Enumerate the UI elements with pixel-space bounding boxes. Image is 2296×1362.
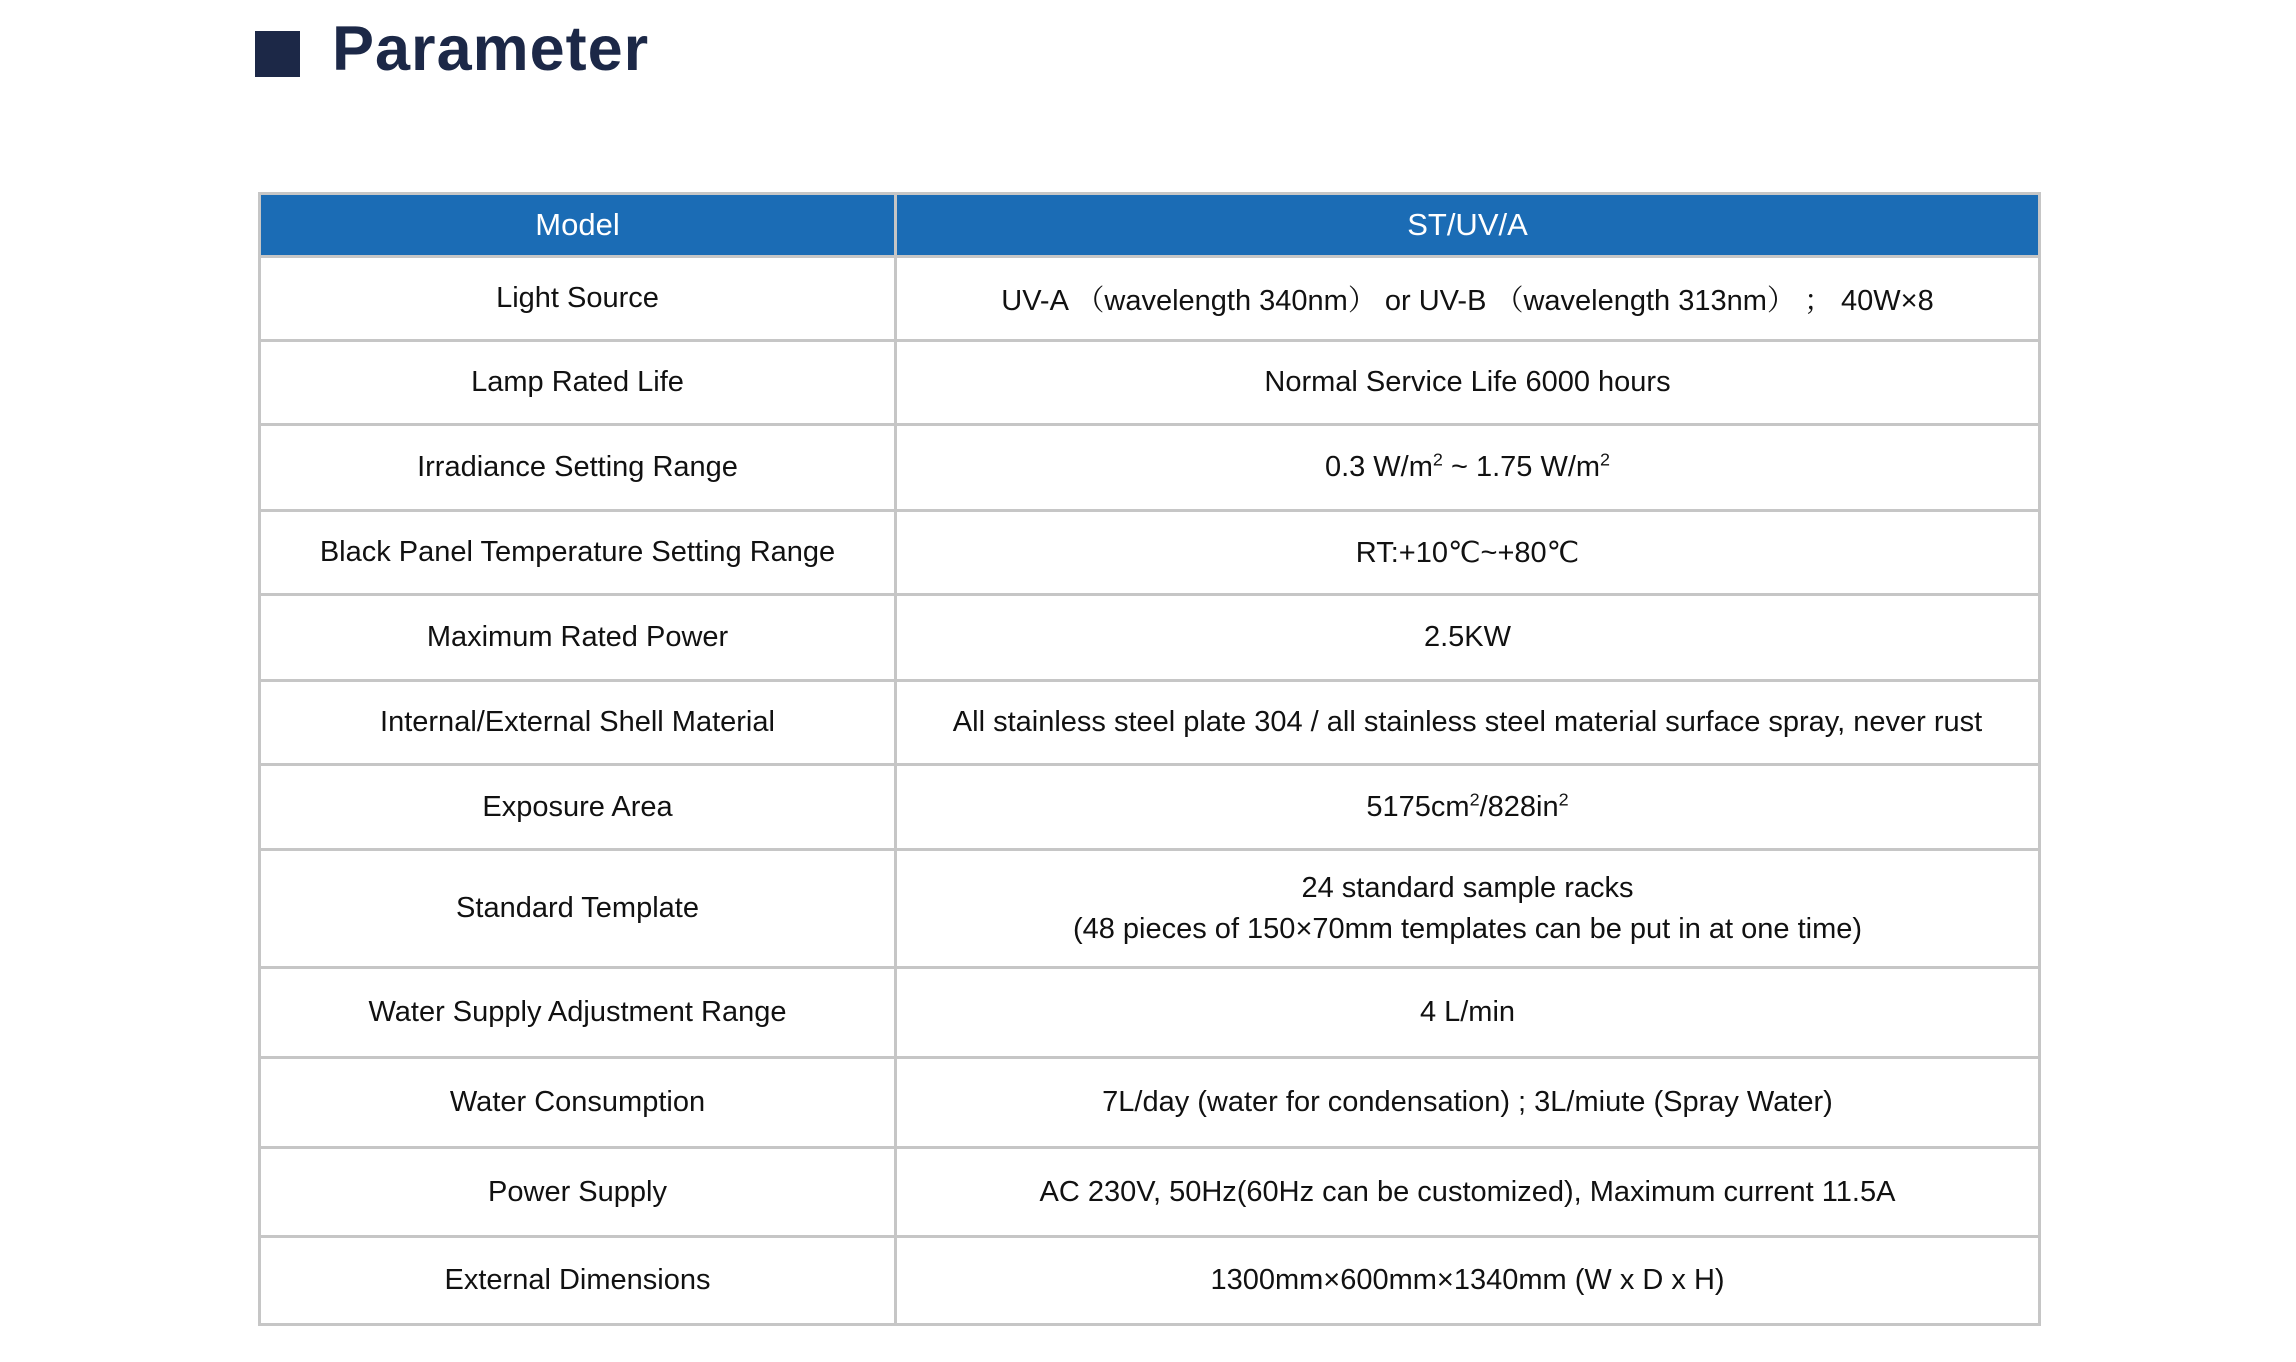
table-row [260,1148,2040,1237]
table-row [260,257,2040,341]
row-value-line-1: 24 standard sample racks [1301,872,1634,905]
parameter-table [258,192,2041,1326]
table-row [260,595,2040,681]
row-label: Internal/External Shell Material [260,681,896,765]
row-value: 0.3 $W/m^2$ ~ 1.75 $W/m^2$ [896,425,2040,511]
table-row [260,341,2040,425]
section-title [255,14,650,84]
table-row [260,425,2040,511]
page-title: Parameter [332,14,650,84]
table-row [260,681,2040,765]
row-label: Maximum Rated Power [260,595,896,681]
row-label: Exposure Area [260,765,896,850]
row-value: 4 L/min [896,968,2040,1058]
table-row [260,511,2040,595]
table-row [260,850,2040,968]
header-cell-model: Model [260,194,896,257]
header-cell-model-value: ST/UV/A [896,194,2040,257]
table-row [260,1058,2040,1148]
row-label: Lamp Rated Life [260,341,896,425]
row-label: Water Supply Adjustment Range [260,968,896,1058]
row-value [896,850,2040,968]
row-value: 2.5KW [896,595,2040,681]
table-row [260,968,2040,1058]
row-value: $5175cm^2/828in^2$ [896,765,2040,850]
table-row [260,1237,2040,1325]
row-label: External Dimensions [260,1237,896,1325]
row-label: Standard Template [260,850,896,968]
row-label: Irradiance Setting Range [260,425,896,511]
table-header-row [260,194,2040,257]
row-label: Water Consumption [260,1058,896,1148]
row-label: Light Source [260,257,896,341]
row-value: 7L/day (water for condensation) ; 3L/miute (Spray Water) [896,1058,2040,1148]
row-value: All stainless steel plate 304 / all stainless steel material surface spray, never rust [896,681,2040,765]
title-bullet-square-icon [255,31,300,77]
row-value: UV-A （wavelength 340nm） or UV-B （wavelength 313nm） ； 40W×8 [896,257,2040,341]
row-value: AC 230V, 50Hz(60Hz can be customized), Maximum current 11.5A [896,1148,2040,1237]
row-value-line-2: (48 pieces of 150×70mm templates can be put in at one time) [1072,912,1863,945]
row-value: RT:+10℃~+80℃ [896,511,2040,595]
row-label: Power Supply [260,1148,896,1237]
row-value: 1300mm×600mm×1340mm (W x D x H) [896,1237,2040,1325]
table-row [260,765,2040,850]
row-label: Black Panel Temperature Setting Range [260,511,896,595]
row-value: Normal Service Life 6000 hours [896,341,2040,425]
